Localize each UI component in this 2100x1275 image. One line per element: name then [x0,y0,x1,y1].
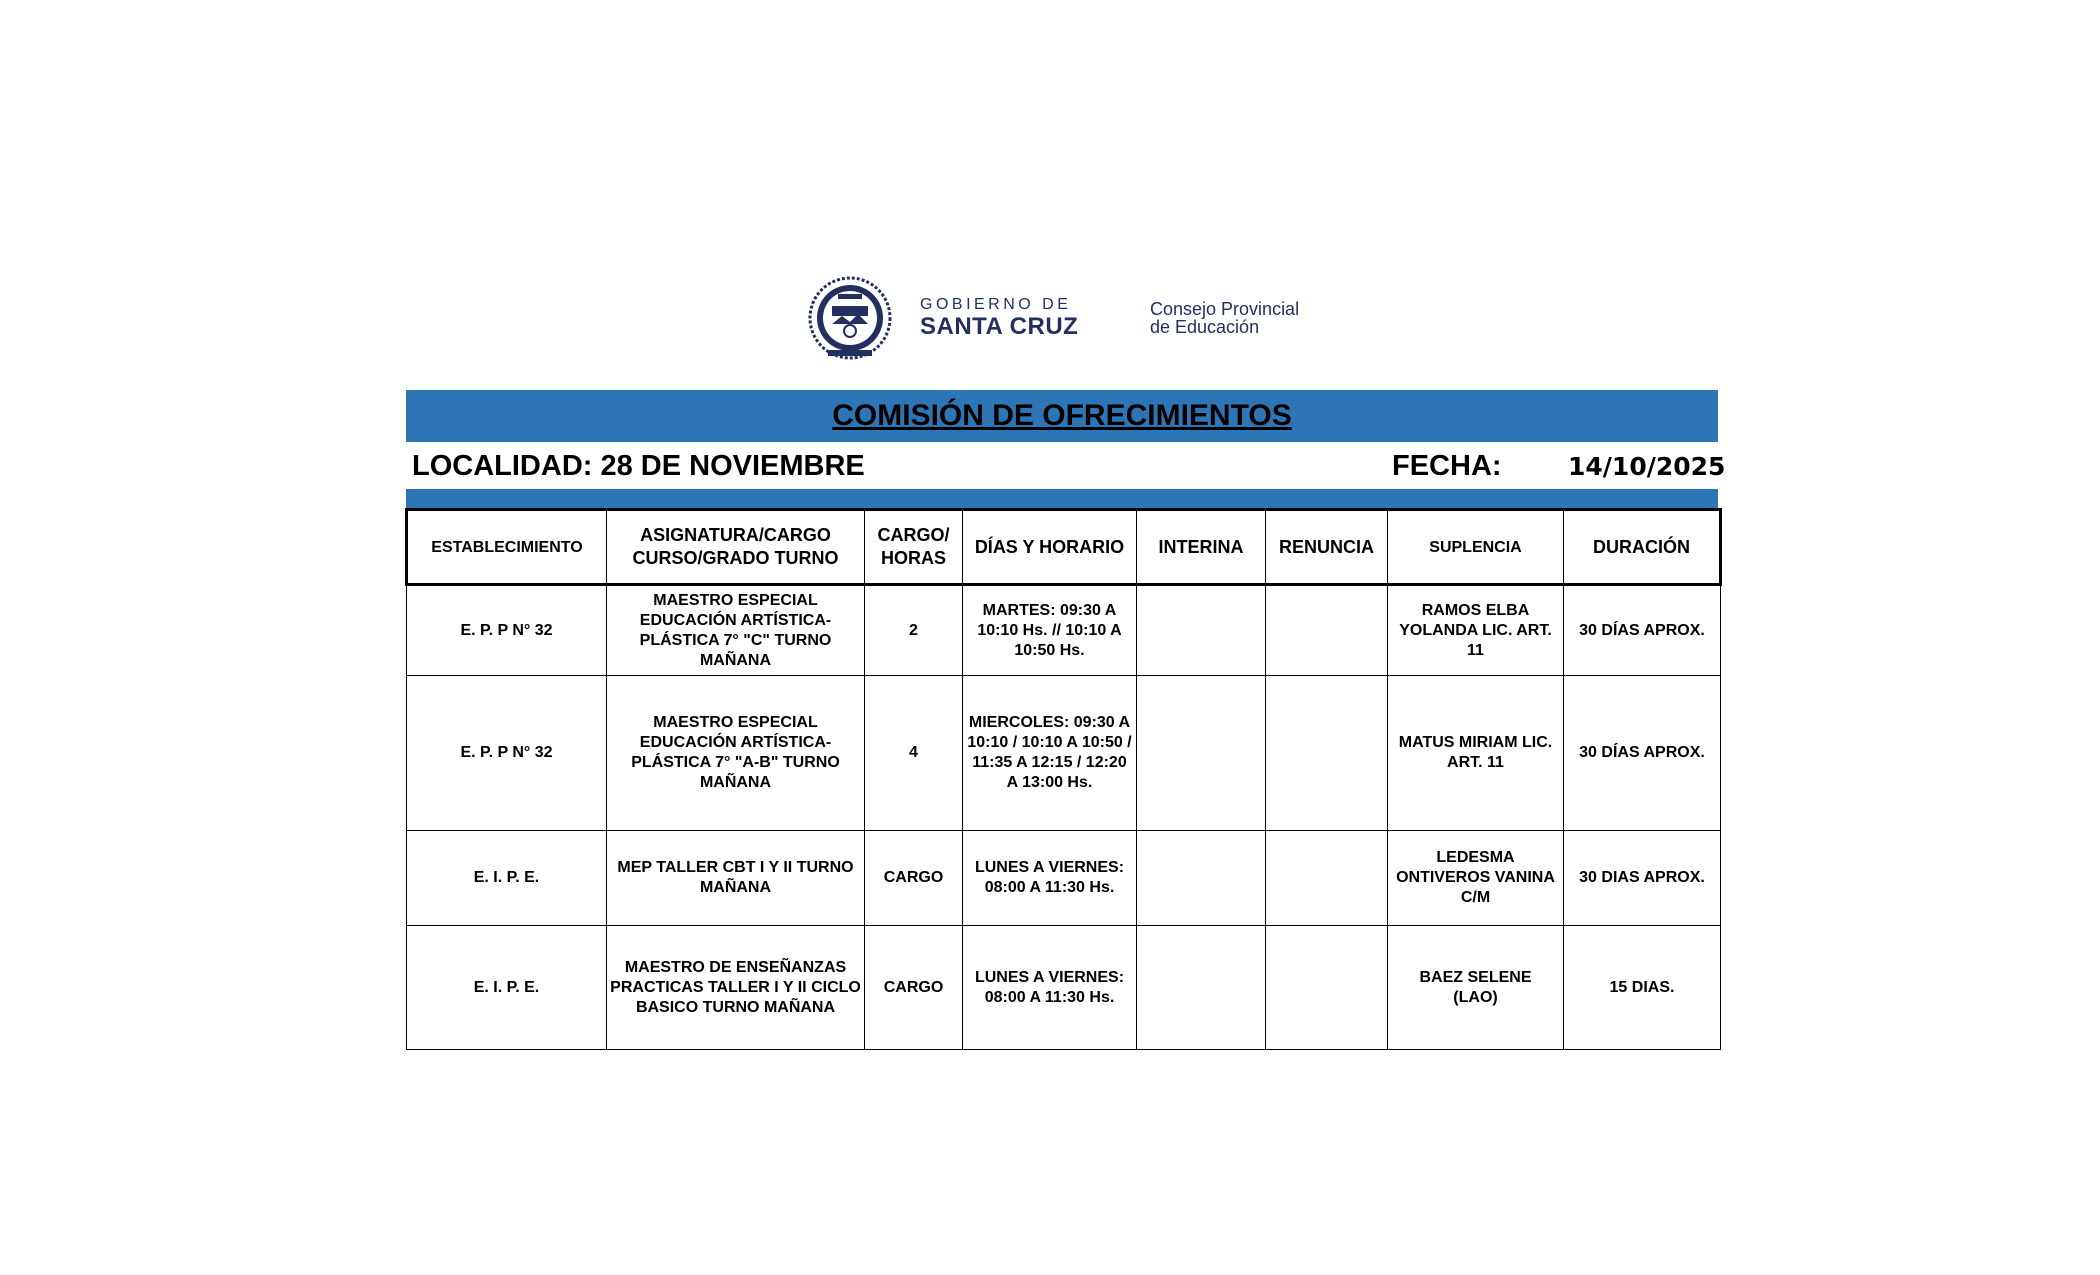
header-establecimiento: ESTABLECIMIENTO [407,510,607,585]
cell-suplencia [1388,585,1564,676]
cell-line: MAÑANA [699,879,772,896]
cell-renuncia [1266,831,1388,926]
cell-line: ART. 11 [1447,754,1504,771]
cell-line: RAMOS ELBA [1421,601,1530,619]
cell-line: C/M [1460,889,1491,906]
header-suplencia: SUPLENCIA [1388,510,1564,585]
consejo-line2: de Educación [1150,317,1260,337]
cell-interina [1137,831,1266,926]
cell-line: 08:00 A 11:30 Hs. [984,988,1115,1006]
divider-band [406,489,1718,509]
cell-dias [963,676,1137,831]
cell-line: 11 [1467,641,1484,659]
consejo-line1: Consejo Provincial [1150,299,1300,319]
cell-line: A 13:00 Hs. [1006,774,1093,791]
cell-duracion: 30 DÍAS APROX. [1564,676,1721,831]
table-header-row [407,510,1721,585]
consejo-wordmark [1150,300,1299,336]
cell-dias [963,831,1137,926]
header-dias: DÍAS Y HORARIO [963,510,1137,585]
cell-interina [1137,676,1266,831]
fecha-label: FECHA: [1392,450,1502,482]
cell-line: PLÁSTICA 7° "A-B" TURNO [631,754,840,771]
cell-line: 08:00 A 11:30 Hs. [984,879,1115,896]
header-cargo [865,510,963,585]
cell-line: EDUCACIÓN ARTÍSTICA- [639,734,832,751]
header-interina: INTERINA [1137,510,1266,585]
cell-renuncia [1266,926,1388,1050]
cell-line: 10:50 Hs. [1014,641,1085,659]
header-asignatura-line2: CURSO/GRADO TURNO [632,548,839,568]
header-asignatura-line1: ASIGNATURA/CARGO [640,525,831,545]
gobierno-line: GOBIERNO DE [920,296,1072,313]
cell-cargo: CARGO [865,831,963,926]
localidad-label: LOCALIDAD: 28 DE NOVIEMBRE [412,450,865,482]
header-renuncia: RENUNCIA [1266,510,1388,585]
header-asignatura [607,510,865,585]
cell-line: 11:35 A 12:15 / 12:20 [972,754,1127,771]
cell-line: 10:10 Hs. // 10:10 A [977,621,1122,639]
cell-line: BAEZ SELENE [1419,968,1532,986]
cell-establecimiento: E. I. P. E. [407,926,607,1050]
cell-asignatura [607,831,865,926]
header-cargo-line1: CARGO/ [877,525,950,545]
cell-line: MAESTRO DE ENSEÑANZAS [624,958,847,976]
santa-cruz-line: SANTA CRUZ [920,313,1079,340]
cell-duracion: 30 DIAS APROX. [1564,831,1721,926]
table-row [407,926,1721,1050]
offers-table [405,508,1722,1050]
title-band [406,390,1718,442]
cell-cargo: 2 [865,585,963,676]
cell-dias [963,926,1137,1050]
cell-line: MAÑANA [699,774,772,791]
cell-line: LUNES A VIERNES: [974,968,1125,986]
cell-asignatura [607,926,865,1050]
cell-line: MAESTRO ESPECIAL [653,714,818,731]
cell-asignatura [607,585,865,676]
cell-duracion: 15 DIAS. [1564,926,1721,1050]
cell-establecimiento: E. P. P N° 32 [407,676,607,831]
cell-line: MARTES: 09:30 A [982,601,1117,619]
cell-duracion: 30 DÍAS APROX. [1564,585,1721,676]
cell-line: PLÁSTICA 7° "C" TURNO [639,631,832,649]
cell-suplencia [1388,926,1564,1050]
cell-cargo: CARGO [865,926,963,1050]
cell-asignatura [607,676,865,831]
table-row [407,585,1721,676]
header-cargo-line2: HORAS [880,548,946,568]
header-duracion: DURACIÓN [1564,510,1721,585]
cell-line: (LAO) [1453,988,1498,1006]
cell-renuncia [1266,585,1388,676]
cell-line: MIERCOLES: 09:30 A [968,714,1131,731]
cell-cargo: 4 [865,676,963,831]
cell-establecimiento: E. I. P. E. [407,831,607,926]
table-row [407,831,1721,926]
cell-line: BASICO TURNO MAÑANA [635,998,836,1016]
cell-line: ONTIVEROS VANINA [1396,869,1555,886]
cell-establecimiento: E. P. P N° 32 [407,585,607,676]
cell-interina [1137,926,1266,1050]
cell-line: MATUS MIRIAM LIC. [1398,734,1553,751]
cell-interina [1137,585,1266,676]
cell-suplencia [1388,676,1564,831]
cell-line: MAÑANA [699,651,772,669]
cell-line: LUNES A VIERNES: [974,859,1125,876]
table-row [407,676,1721,831]
cell-suplencia [1388,831,1564,926]
cell-line: PRACTICAS TALLER I Y II CICLO [610,978,861,996]
fecha-value: 14/10/2025 [1568,452,1726,481]
cell-line: EDUCACIÓN ARTÍSTICA- [639,611,832,629]
header-logos [808,276,1348,360]
locality-row [406,446,1726,488]
gobierno-wordmark [920,296,1078,340]
cell-renuncia [1266,676,1388,831]
cell-line: MEP TALLER CBT I Y II TURNO [617,859,854,876]
cell-line: MAESTRO ESPECIAL [653,591,818,609]
cell-line: LEDESMA [1436,849,1515,866]
cell-line: YOLANDA LIC. ART. [1399,621,1552,639]
cell-dias [963,585,1137,676]
page-title: COMISIÓN DE OFRECIMIENTOS [832,399,1292,432]
cell-line: 10:10 / 10:10 A 10:50 / [967,734,1132,751]
santa-cruz-seal-icon [808,276,892,360]
